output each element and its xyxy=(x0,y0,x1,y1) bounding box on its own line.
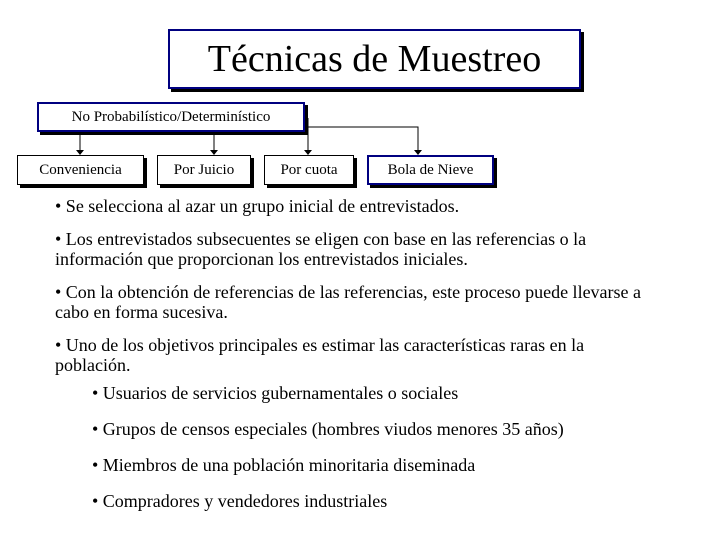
leaf-por-juicio: Por Juicio xyxy=(157,155,251,185)
leaf-por-cuota: Por cuota xyxy=(264,155,354,185)
bullet-item: • Con la obtención de referencias de las referencias, este proceso puede llevarse a cabo en forma sucesiva. xyxy=(55,282,642,322)
bullet-item: • Uno de los objetivos principales es estimar las características raras en la población. xyxy=(55,335,585,375)
description-bullets xyxy=(55,196,655,388)
example-item: • Usuarios de servicios gubernamentales o sociales xyxy=(92,383,459,403)
bullet-item: • Se selecciona al azar un grupo inicial de entrevistados. xyxy=(55,196,460,216)
bullet-item: • Los entrevistados subsecuentes se eligen con base en las referencias o la información que proporcionan los entrevistados iniciales. xyxy=(55,229,587,269)
example-item: • Grupos de censos especiales (hombres viudos menores 35 años) xyxy=(92,419,564,439)
example-item: • Compradores y vendedores industriales xyxy=(92,491,388,511)
root-category-box: No Probabilístico/Determinístico xyxy=(37,102,305,132)
leaf-bola-de-nieve: Bola de Nieve xyxy=(367,155,494,185)
diagram-title: Técnicas de Muestreo xyxy=(168,29,581,89)
example-item: • Miembros de una población minoritaria diseminada xyxy=(92,455,476,475)
leaf-conveniencia: Conveniencia xyxy=(17,155,144,185)
